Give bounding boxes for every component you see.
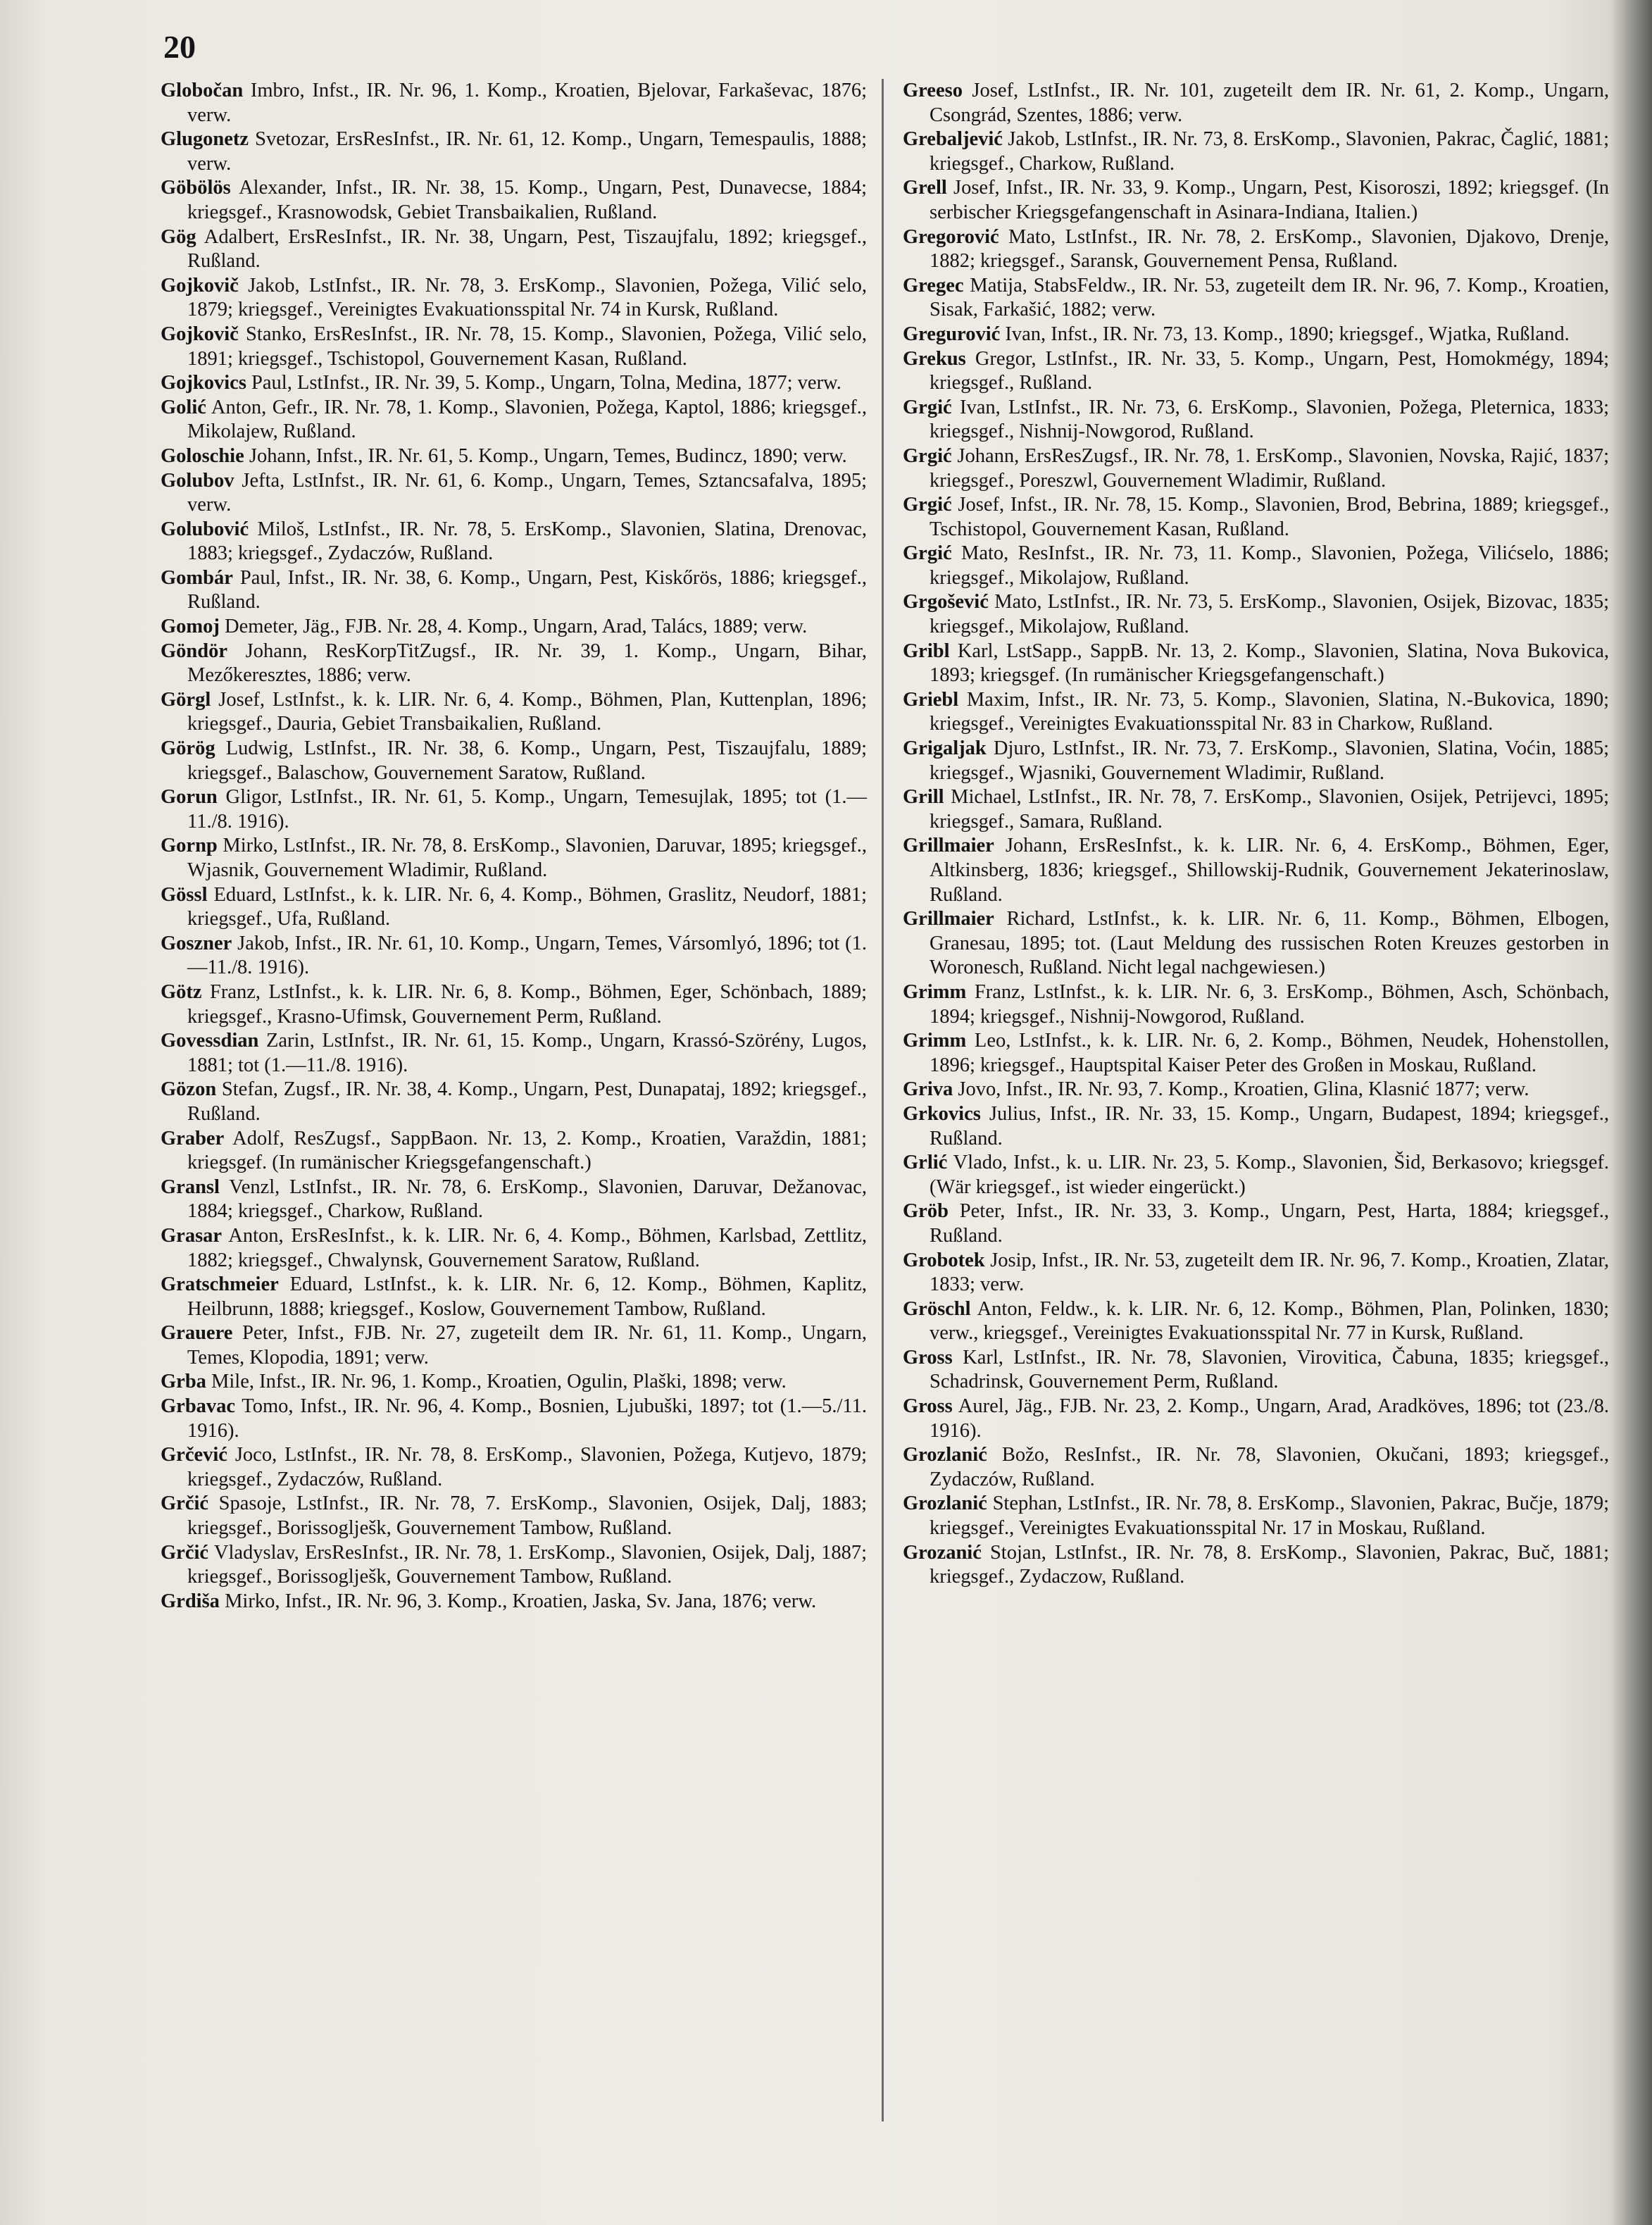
entry-surname: Grbavac [161,1395,236,1418]
entry-surname: Grdiša [161,1590,220,1612]
entry-details: Ivan, Infst., IR. Nr. 73, 13. Komp., 1890; kriegsgef., Wjatka, Rußland. [1005,323,1570,345]
entry-details: Peter, Infst., FJB. Nr. 27, zugeteilt dem IR. Nr. 61, 11. Komp., Ungarn, Temes, Klopodia, 1891; verw. [187,1322,867,1369]
entry-surname: Grozlanić [903,1444,987,1466]
list-entry [161,1590,867,1614]
entry-details: Adalbert, ErsResInfst., IR. Nr. 38, Ungarn, Pest, Tiszaujfalu, 1892; kriegsgef., Rußland. [187,225,867,273]
list-entry [903,347,1609,396]
list-entry [903,1492,1609,1540]
entry-surname: Globočan [161,80,244,101]
list-entry [903,737,1609,785]
entry-details: Spasoje, LstInfst., IR. Nr. 78, 7. ErsKomp., Slavonien, Osijek, Dalj, 1883; kriegsgef., Borissoglješk, Gouvernement Tambow, Rußland. [187,1492,867,1540]
entry-details: Mirko, Infst., IR. Nr. 96, 3. Komp., Kroatien, Jaska, Sv. Jana, 1876; verw. [225,1590,817,1612]
entry-details: Matija, StabsFeldw., IR. Nr. 53, zugeteilt dem IR. Nr. 96, 7. Komp., Kroatien, Sisak, Farkašić, 1882; verw. [930,274,1610,321]
entry-surname: Gröb [903,1200,949,1223]
list-entry [161,932,867,980]
entry-details: Gregor, LstInfst., IR. Nr. 33, 5. Komp., Ungarn, Pest, Homokmégy, 1894; kriegsgef., Rußland. [930,347,1609,394]
list-entry [903,1078,1609,1102]
entry-details: Julius, Infst., IR. Nr. 33, 15. Komp., Ungarn, Budapest, 1894; kriegsgef., Rußland. [930,1102,1609,1149]
entry-surname: Grimm [903,980,967,1003]
list-entry [161,176,867,225]
entry-surname: Gregurović [903,323,1001,345]
list-entry [161,518,867,566]
entry-surname: Gross [903,1346,953,1369]
entry-surname: Gög [161,225,196,248]
list-entry [161,785,867,834]
entry-surname: Grill [903,786,944,809]
entry-details: Franz, LstInfst., k. k. LIR. Nr. 6, 3. ErsKomp., Böhmen, Asch, Schönbach, 1894; kriegsgef., Nishnij-Nowgorod, Rußland. [930,980,1610,1028]
list-entry [903,1395,1609,1443]
list-entry [903,1443,1609,1492]
entry-surname: Gorun [161,786,218,809]
entry-surname: Gözon [161,1078,217,1101]
entry-surname: Götz [161,980,202,1003]
entry-details: Vlado, Infst., k. u. LIR. Nr. 23, 5. Komp., Slavonien, Šid, Berkasovo; kriegsgef. (Wär kriegsgef., ist wieder eingerückt.) [930,1152,1609,1198]
entry-details: Svetozar, ErsResInfst., IR. Nr. 61, 12. Komp., Ungarn, Temespaulis, 1888; verw. [187,128,868,175]
entry-details: Mato, ResInfst., IR. Nr. 73, 11. Komp., Slavonien, Požega, Vilićselo, 1886; kriegsgef., Mikolajow, Rußland. [930,542,1610,589]
list-entry [903,176,1609,225]
entry-surname: Golubović [161,518,249,540]
list-entry [903,444,1609,493]
entry-surname: Gornp [161,835,218,857]
list-entry [903,980,1609,1029]
list-entry [161,1443,867,1492]
list-entry [903,688,1609,737]
entry-details: Jakob, LstInfst., IR. Nr. 73, 8. ErsKomp., Slavonien, Pakrac, Čaglić, 1881; kriegsgef., Charkow, Rußland. [930,128,1609,175]
list-entry [903,1199,1609,1248]
entry-details: Eduard, LstInfst., k. k. LIR. Nr. 6, 4. Komp., Böhmen, Graslitz, Neudorf, 1881; kriegsgef., Ufa, Rußland. [187,883,868,930]
entry-surname: Grčić [161,1492,209,1515]
entry-details: Djuro, LstInfst., IR. Nr. 73, 7. ErsKomp., Slavonien, Slatina, Voćin, 1885; kriegsgef., Wjasniki, Gouvernement Wladimir, Rußland. [930,737,1609,784]
list-entry [161,225,867,274]
entry-surname: Golubov [161,469,234,492]
entry-surname: Goloschie [161,444,244,467]
entry-details: Jakob, LstInfst., IR. Nr. 78, 3. ErsKomp., Slavonien, Požega, Vilić selo, 1879; kriegsgef., Vereinigtes Evakuationsspital Nr. 74 in Kursk, Rußland. [187,274,867,321]
list-entry [903,1249,1609,1297]
entry-details: Josip, Infst., IR. Nr. 53, zugeteilt dem IR. Nr. 96, 7. Komp., Kroatien, Zlatar, 1833; verw. [930,1249,1610,1296]
entry-details: Johann, Infst., IR. Nr. 61, 5. Komp., Ungarn, Temes, Budincz, 1890; verw. [249,444,847,467]
entry-surname: Greeso [903,80,963,101]
entry-details: Josef, Infst., IR. Nr. 33, 9. Komp., Ungarn, Pest, Kisoroszi, 1892; kriegsgef. (In serbischer Kriegsgefangenschaft in Asinara-Indiana, Italien.) [930,177,1609,223]
column-divider [882,79,884,2121]
page-edge-shadow [1610,0,1652,2225]
list-entry [903,323,1609,347]
entry-details: Venzl, LstInfst., IR. Nr. 78, 6. ErsKomp., Slavonien, Daruvar, Dežanovac, 1884; kriegsgef., Charkow, Rußland. [187,1176,867,1223]
entry-details: Johann, ErsResInfst., k. k. LIR. Nr. 6, 4. ErsKomp., Böhmen, Eger, Altkinsberg, 1836; kriegsgef., Shillowskij-Rudnik, Gouvernement Jekaterinoslaw, Rußland. [930,835,1610,906]
entry-details: Michael, LstInfst., IR. Nr. 78, 7. ErsKomp., Slavonien, Osijek, Petrijevci, 1895; kriegsgef., Samara, Rußland. [930,786,1609,833]
list-entry [161,1541,867,1590]
entry-details: Karl, LstSapp., SappB. Nr. 13, 2. Komp., Slavonien, Slatina, Nova Bukovica, 1893; kriegsgef. (In rumänischer Kriegsgefangenschaft.) [930,640,1610,687]
entry-surname: Gribl [903,640,950,662]
list-entry [161,127,867,176]
entry-surname: Grgić [903,396,952,418]
entry-details: Mile, Infst., IR. Nr. 96, 1. Komp., Kroatien, Ogulin, Plaški, 1898; verw. [211,1371,787,1393]
entry-details: Mirko, LstInfst., IR. Nr. 78, 8. ErsKomp., Slavonien, Daruvar, 1895; kriegsgef., Wjasnik, Gouvernement Wladimir, Rußland. [187,835,867,881]
entry-surname: Grčić [161,1541,209,1564]
entry-details: Joco, LstInfst., IR. Nr. 78, 8. ErsKomp., Slavonien, Požega, Kutjevo, 1879; kriegsgef., Zydaczów, Rußland. [187,1444,868,1490]
entry-surname: Gombár [161,566,233,589]
entry-details: Paul, Infst., IR. Nr. 38, 6. Komp., Ungarn, Pest, Kiskőrös, 1886; kriegsgef., Rußland. [187,566,867,613]
list-entry [161,1321,867,1370]
entry-details: Stojan, LstInfst., IR. Nr. 78, 8. ErsKomp., Slavonien, Pakrac, Buč, 1881; kriegsgef., Zydaczow, Rußland. [930,1541,1610,1588]
list-entry [903,1541,1609,1590]
entry-surname: Grauere [161,1322,233,1345]
entry-surname: Griva [903,1078,953,1101]
list-entry [161,883,867,932]
entry-surname: Grozanić [903,1541,982,1564]
entry-surname: Görög [161,737,215,760]
entry-details: Ludwig, LstInfst., IR. Nr. 38, 6. Komp., Ungarn, Pest, Tiszaujfalu, 1889; kriegsgef., Balaschow, Gouvernement Saratow, Rußland. [187,737,867,784]
entry-surname: Goszner [161,932,232,954]
entry-details: Alexander, Infst., IR. Nr. 38, 15. Komp., Ungarn, Pest, Dunavecse, 1884; kriegsgef., Krasnowodsk, Gebiet Transbaikalien, Rußland. [187,177,867,223]
entry-details: Jefta, LstInfst., IR. Nr. 61, 6. Komp., Ungarn, Temes, Sztancsafalva, 1895; verw. [187,469,868,516]
entry-details: Eduard, LstInfst., k. k. LIR. Nr. 6, 12. Komp., Böhmen, Kaplitz, Heilbrunn, 1888; kriegsgef., Koslow, Gouvernement Tambow, Rußland. [187,1273,867,1320]
list-entry [161,688,867,737]
entry-surname: Griebl [903,688,959,711]
entry-surname: Grobotek [903,1249,985,1271]
list-entry [903,785,1609,834]
entry-details: Anton, Gefr., IR. Nr. 78, 1. Komp., Slavonien, Požega, Kaptol, 1886; kriegsgef., Mikolajew, Rußland. [187,396,867,443]
left-column [161,79,867,1614]
entry-surname: Grillmaier [903,835,994,857]
entry-details: Gligor, LstInfst., IR. Nr. 61, 5. Komp., Ungarn, Temesujlak, 1895; tot (1.—11./8. 1916). [187,786,867,833]
list-entry [161,566,867,615]
entry-details: Josef, Infst., IR. Nr. 78, 15. Komp., Slavonien, Brod, Bebrina, 1889; kriegsgef., Tschistopol, Gouvernement Kasan, Rußland. [930,494,1609,540]
entry-details: Leo, LstInfst., k. k. LIR. Nr. 6, 2. Komp., Böhmen, Neudek, Hohenstollen, 1896; kriegsgef., Hauptspital Kaiser Peter des Großen in Moskau, Rußland. [930,1030,1610,1076]
entry-details: Anton, Feldw., k. k. LIR. Nr. 6, 12. Komp., Böhmen, Plan, Polinken, 1830; verw., kriegsgef., Vereinigtes Evakuationsspital Nr. 77 in Kursk, Rußland. [930,1297,1609,1345]
list-entry [903,1102,1609,1151]
entry-details: Jakob, Infst., IR. Nr. 61, 10. Komp., Ungarn, Temes, Vársomlyó, 1896; tot (1.—11./8. 1916). [187,932,868,979]
list-entry [903,542,1609,590]
entry-surname: Görgl [161,688,211,711]
entry-surname: Grgić [903,444,952,467]
entry-surname: Gojkovič [161,323,239,345]
entry-surname: Göbölös [161,177,231,199]
entry-surname: Grell [903,177,947,199]
list-entry [903,396,1609,444]
entry-details: Miloš, LstInfst., IR. Nr. 78, 5. ErsKomp., Slavonien, Slatina, Drenovac, 1883; kriegsgef., Zydaczów, Rußland. [187,518,867,565]
entry-surname: Grgić [903,494,952,516]
entry-details: Maxim, Infst., IR. Nr. 73, 5. Komp., Slavonien, Slatina, N.-Bukovica, 1890; kriegsgef., Vereinigtes Evakuationsspital Nr. 83 in Charkow, Rußland. [930,688,1609,735]
entry-details: Božo, ResInfst., IR. Nr. 78, Slavonien, Okučani, 1893; kriegsgef., Zydaczów, Rußland. [930,1444,1609,1490]
list-entry [161,1078,867,1126]
entry-surname: Grlić [903,1152,948,1174]
list-entry [903,590,1609,639]
entry-surname: Gomoj [161,616,220,638]
entry-surname: Gransl [161,1176,220,1198]
entry-surname: Grgić [903,542,952,565]
entry-details: Mato, LstInfst., IR. Nr. 73, 5. ErsKomp., Slavonien, Osijek, Bizovac, 1835; kriegsgef., Mikolajow, Rußland. [930,591,1610,638]
list-entry [161,1273,867,1321]
entry-surname: Gojkovič [161,274,239,297]
entry-surname: Grebaljević [903,128,1003,151]
entry-surname: Gojkovics [161,372,246,394]
entry-details: Jovo, Infst., IR. Nr. 93, 7. Komp., Kroatien, Glina, Klasnić 1877; verw. [958,1078,1529,1101]
entry-details: Peter, Infst., IR. Nr. 33, 3. Komp., Ungarn, Pest, Harta, 1884; kriegsgef., Rußland. [930,1200,1610,1247]
entry-surname: Grigaljak [903,737,987,760]
entry-surname: Gregec [903,274,964,297]
list-entry [903,1346,1609,1395]
list-entry [161,1492,867,1540]
list-entry [903,274,1609,323]
entry-details: Mato, LstInfst., IR. Nr. 78, 2. ErsKomp., Slavonien, Djakovo, Drenje, 1882; kriegsgef., Saransk, Gouvernement Pensa, Rußland. [930,225,1610,273]
entry-details: Ivan, LstInfst., IR. Nr. 73, 6. ErsKomp., Slavonien, Požega, Pleternica, 1833; kriegsgef., Nishnij-Nowgorod, Rußland. [930,396,1609,443]
entry-details: Johann, ResKorpTitZugsf., IR. Nr. 39, 1. Komp., Ungarn, Bihar, Mezőkeresztes, 1886; verw. [187,640,868,687]
entry-details: Stanko, ErsResInfst., IR. Nr. 78, 15. Komp., Slavonien, Požega, Vilić selo, 1891; kriegsgef., Tschistopol, Gouvernement Kasan, Rußland. [187,323,868,370]
entry-details: Josef, LstInfst., IR. Nr. 101, zugeteilt dem IR. Nr. 61, 2. Komp., Ungarn, Csongrád, Szentes, 1886; verw. [930,80,1609,126]
list-entry [903,640,1609,688]
list-entry [161,274,867,323]
entry-details: Aurel, Jäg., FJB. Nr. 23, 2. Komp., Ungarn, Arad, Aradköves, 1896; tot (23./8. 1916). [930,1395,1609,1442]
list-entry [161,469,867,518]
entry-details: Richard, LstInfst., k. k. LIR. Nr. 6, 11. Komp., Böhmen, Elbogen, Granesau, 1895; tot. (Laut Meldung des russischen Roten Kreuzes gestorben in Woronesch, Rußland. Nicht legal nachgewiesen.) [930,908,1609,979]
entry-surname: Göndör [161,640,228,662]
entry-surname: Gross [903,1395,953,1418]
entry-surname: Glugonetz [161,128,249,151]
entry-surname: Grimm [903,1030,967,1052]
list-entry [903,225,1609,274]
list-entry [161,1029,867,1078]
entry-surname: Golić [161,396,206,418]
list-entry [161,615,867,640]
list-entry [903,493,1609,542]
list-entry [161,834,867,883]
list-entry [161,1370,867,1395]
entry-surname: Graber [161,1127,225,1149]
page-number: 20 [163,29,196,65]
entry-details: Demeter, Jäg., FJB. Nr. 28, 4. Komp., Ungarn, Arad, Talács, 1889; verw. [225,616,808,638]
entry-surname: Gratschmeier [161,1273,279,1296]
entry-surname: Grasar [161,1224,223,1247]
list-entry [161,640,867,688]
entry-details: Stefan, Zugsf., IR. Nr. 38, 4. Komp., Ungarn, Pest, Dunapataj, 1892; kriegsgef., Rußland. [187,1078,868,1125]
entry-surname: Grekus [903,347,966,370]
entry-surname: Govessdian [161,1030,259,1052]
list-entry [161,396,867,444]
list-entry [161,1395,867,1443]
list-entry [161,371,867,396]
list-entry [903,79,1609,127]
entry-details: Vladyslav, ErsResInfst., IR. Nr. 78, 1. ErsKomp., Slavonien, Osijek, Dalj, 1887; kriegsgef., Borissoglješk, Gouvernement Tambow, Rußland. [187,1541,867,1588]
entry-details: Stephan, LstInfst., IR. Nr. 78, 8. ErsKomp., Slavonien, Pakrac, Bučje, 1879; kriegsgef., Vereinigtes Evakuationsspital Nr. 17 in Moskau, Rußland. [930,1492,1610,1540]
entry-surname: Grčević [161,1444,227,1466]
list-entry [903,1029,1609,1078]
entry-details: Adolf, ResZugsf., SappBaon. Nr. 13, 2. Komp., Kroatien, Varaždin, 1881; kriegsgef. (In rumänischer Kriegsgefangenschaft.) [187,1127,867,1174]
list-entry [161,1224,867,1273]
list-entry [161,1176,867,1224]
list-entry [903,127,1609,176]
right-column [903,79,1609,1590]
list-entry [161,737,867,785]
entry-surname: Grozlanić [903,1492,987,1515]
list-entry [161,1127,867,1176]
entry-surname: Gössl [161,883,208,906]
list-entry [903,1151,1609,1199]
list-entry [161,444,867,469]
entry-details: Anton, ErsResInfst., k. k. LIR. Nr. 6, 4. Komp., Böhmen, Karlsbad, Zettlitz, 1882; kriegsgef., Chwalynsk, Gouvernement Saratow, Rußland. [187,1224,867,1271]
entry-surname: Gregorović [903,225,999,248]
entry-surname: Grgošević [903,591,989,613]
entry-details: Johann, ErsResZugsf., IR. Nr. 78, 1. ErsKomp., Slavonien, Novska, Rajić, 1837; kriegsgef., Poreszwl, Gouvernement Wladimir, Rußland. [930,444,1610,492]
list-entry [903,834,1609,907]
list-entry [161,323,867,371]
list-entry [161,980,867,1029]
list-entry [903,907,1609,980]
entry-surname: Grillmaier [903,908,994,930]
entry-surname: Gröschl [903,1297,971,1320]
list-entry [161,79,867,127]
entry-details: Imbro, Infst., IR. Nr. 96, 1. Komp., Kroatien, Bjelovar, Farkaševac, 1876; verw. [187,80,868,126]
entry-details: Karl, LstInfst., IR. Nr. 78, Slavonien, Virovitica, Čabuna, 1835; kriegsgef., Schadrinsk, Gouvernement Perm, Rußland. [930,1346,1609,1393]
entry-details: Franz, LstInfst., k. k. LIR. Nr. 6, 8. Komp., Böhmen, Eger, Schönbach, 1889; kriegsgef., Krasno-Ufimsk, Gouvernement Perm, Rußland. [187,980,867,1028]
entry-surname: Grba [161,1371,206,1393]
list-entry [903,1297,1609,1346]
entry-details: Tomo, Infst., IR. Nr. 96, 4. Komp., Bosnien, Ljubuški, 1897; tot (1.—5./11. 1916). [187,1395,867,1442]
entry-surname: Grkovics [903,1102,981,1125]
entry-details: Zarin, LstInfst., IR. Nr. 61, 15. Komp., Ungarn, Krassó-Szörény, Lugos, 1881; tot (1.—11./8. 1916). [187,1030,867,1076]
entry-details: Paul, LstInfst., IR. Nr. 39, 5. Komp., Ungarn, Tolna, Medina, 1877; verw. [251,372,841,394]
entry-details: Josef, LstInfst., k. k. LIR. Nr. 6, 4. Komp., Böhmen, Plan, Kuttenplan, 1896; kriegsgef., Dauria, Gebiet Transbaikalien, Rußland. [187,688,867,735]
